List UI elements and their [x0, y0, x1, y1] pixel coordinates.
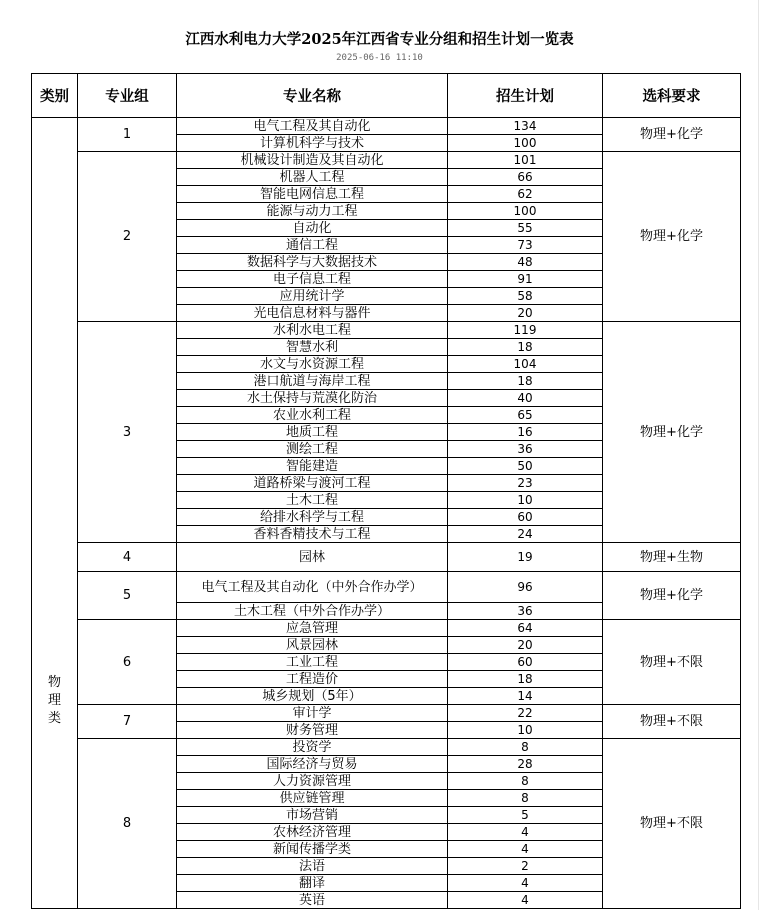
enrollment-table	[31, 73, 741, 909]
plan-cell: 100	[448, 135, 603, 152]
plan-cell: 2	[448, 858, 603, 875]
major-name-cell: 机器人工程	[177, 169, 448, 186]
major-name-cell: 电气工程及其自动化（中外合作办学）	[177, 572, 448, 603]
major-name-cell: 道路桥梁与渡河工程	[177, 475, 448, 492]
header-group: 专业组	[78, 74, 177, 118]
major-name-cell: 风景园林	[177, 637, 448, 654]
group-cell: 1	[78, 118, 177, 152]
major-name-cell: 测绘工程	[177, 441, 448, 458]
plan-cell: 62	[448, 186, 603, 203]
plan-cell: 66	[448, 169, 603, 186]
plan-cell: 64	[448, 620, 603, 637]
header-major: 专业名称	[177, 74, 448, 118]
major-name-cell: 智能电网信息工程	[177, 186, 448, 203]
plan-cell: 10	[448, 492, 603, 509]
major-name-cell: 农业水利工程	[177, 407, 448, 424]
major-name-cell: 农林经济管理	[177, 824, 448, 841]
group-cell: 6	[78, 620, 177, 705]
plan-cell: 96	[448, 572, 603, 603]
table-body	[32, 118, 741, 909]
major-name-cell: 人力资源管理	[177, 773, 448, 790]
major-name-cell: 数据科学与大数据技术	[177, 254, 448, 271]
group-cell: 2	[78, 152, 177, 322]
major-name-cell: 城乡规划（5年）	[177, 688, 448, 705]
table-row	[32, 118, 741, 135]
plan-cell: 24	[448, 526, 603, 543]
major-name-cell: 水土保持与荒漠化防治	[177, 390, 448, 407]
major-name-cell: 国际经济与贸易	[177, 756, 448, 773]
plan-cell: 55	[448, 220, 603, 237]
plan-cell: 8	[448, 790, 603, 807]
table-row	[32, 620, 741, 637]
plan-cell: 50	[448, 458, 603, 475]
major-name-cell: 应急管理	[177, 620, 448, 637]
requirement-cell: 物理+不限	[603, 705, 741, 739]
major-name-cell: 水利水电工程	[177, 322, 448, 339]
plan-cell: 91	[448, 271, 603, 288]
plan-cell: 18	[448, 671, 603, 688]
major-name-cell: 法语	[177, 858, 448, 875]
requirement-cell: 物理+不限	[603, 739, 741, 909]
group-cell: 4	[78, 543, 177, 572]
requirement-cell: 物理+化学	[603, 152, 741, 322]
table-row	[32, 152, 741, 169]
major-name-cell: 电气工程及其自动化	[177, 118, 448, 135]
plan-cell: 4	[448, 875, 603, 892]
major-name-cell: 能源与动力工程	[177, 203, 448, 220]
major-name-cell: 英语	[177, 892, 448, 909]
plan-cell: 4	[448, 841, 603, 858]
category-cell: 物 理 类	[32, 118, 78, 909]
requirement-cell: 物理+生物	[603, 543, 741, 572]
major-name-cell: 工程造价	[177, 671, 448, 688]
plan-cell: 40	[448, 390, 603, 407]
plan-cell: 104	[448, 356, 603, 373]
major-name-cell: 投资学	[177, 739, 448, 756]
major-name-cell: 光电信息材料与器件	[177, 305, 448, 322]
plan-cell: 119	[448, 322, 603, 339]
major-name-cell: 地质工程	[177, 424, 448, 441]
plan-cell: 100	[448, 203, 603, 220]
plan-cell: 73	[448, 237, 603, 254]
requirement-cell: 物理+化学	[603, 118, 741, 152]
plan-cell: 60	[448, 654, 603, 671]
major-name-cell: 通信工程	[177, 237, 448, 254]
major-name-cell: 财务管理	[177, 722, 448, 739]
major-name-cell: 香料香精技术与工程	[177, 526, 448, 543]
plan-cell: 22	[448, 705, 603, 722]
major-name-cell: 智能建造	[177, 458, 448, 475]
table-row	[32, 572, 741, 603]
major-name-cell: 给排水科学与工程	[177, 509, 448, 526]
major-name-cell: 应用统计学	[177, 288, 448, 305]
plan-cell: 65	[448, 407, 603, 424]
table-row	[32, 739, 741, 756]
table-row	[32, 705, 741, 722]
plan-cell: 134	[448, 118, 603, 135]
major-name-cell: 工业工程	[177, 654, 448, 671]
plan-cell: 58	[448, 288, 603, 305]
header-plan: 招生计划	[448, 74, 603, 118]
major-name-cell: 智慧水利	[177, 339, 448, 356]
document-title: 江西水利电力大学2025年江西省专业分组和招生计划一览表	[185, 31, 574, 48]
plan-cell: 20	[448, 305, 603, 322]
major-name-cell: 水文与水资源工程	[177, 356, 448, 373]
table-header-row	[32, 74, 741, 118]
table-row	[32, 543, 741, 572]
group-cell: 5	[78, 572, 177, 620]
plan-cell: 4	[448, 824, 603, 841]
major-name-cell: 园林	[177, 543, 448, 572]
plan-cell: 101	[448, 152, 603, 169]
major-name-cell: 翻译	[177, 875, 448, 892]
requirement-cell: 物理+不限	[603, 620, 741, 705]
plan-cell: 5	[448, 807, 603, 824]
major-name-cell: 审计学	[177, 705, 448, 722]
plan-cell: 16	[448, 424, 603, 441]
major-name-cell: 电子信息工程	[177, 271, 448, 288]
plan-cell: 8	[448, 739, 603, 756]
plan-cell: 60	[448, 509, 603, 526]
major-name-cell: 市场营销	[177, 807, 448, 824]
plan-cell: 20	[448, 637, 603, 654]
timestamp: 2025-06-16 11:10	[336, 53, 423, 63]
major-name-cell: 土木工程	[177, 492, 448, 509]
plan-cell: 23	[448, 475, 603, 492]
plan-cell: 19	[448, 543, 603, 572]
major-name-cell: 自动化	[177, 220, 448, 237]
plan-cell: 28	[448, 756, 603, 773]
major-name-cell: 港口航道与海岸工程	[177, 373, 448, 390]
requirement-cell: 物理+化学	[603, 572, 741, 620]
major-name-cell: 供应链管理	[177, 790, 448, 807]
plan-cell: 36	[448, 441, 603, 458]
plan-cell: 36	[448, 603, 603, 620]
major-name-cell: 机械设计制造及其自动化	[177, 152, 448, 169]
plan-cell: 4	[448, 892, 603, 909]
plan-cell: 8	[448, 773, 603, 790]
plan-cell: 48	[448, 254, 603, 271]
requirement-cell: 物理+化学	[603, 322, 741, 543]
plan-cell: 18	[448, 373, 603, 390]
plan-cell: 10	[448, 722, 603, 739]
group-cell: 7	[78, 705, 177, 739]
group-cell: 8	[78, 739, 177, 909]
table-row	[32, 322, 741, 339]
plan-cell: 14	[448, 688, 603, 705]
group-cell: 3	[78, 322, 177, 543]
major-name-cell: 计算机科学与技术	[177, 135, 448, 152]
major-name-cell: 土木工程（中外合作办学）	[177, 603, 448, 620]
header-requirement: 选科要求	[603, 74, 741, 118]
major-name-cell: 新闻传播学类	[177, 841, 448, 858]
plan-cell: 18	[448, 339, 603, 356]
header-category: 类别	[32, 74, 78, 118]
